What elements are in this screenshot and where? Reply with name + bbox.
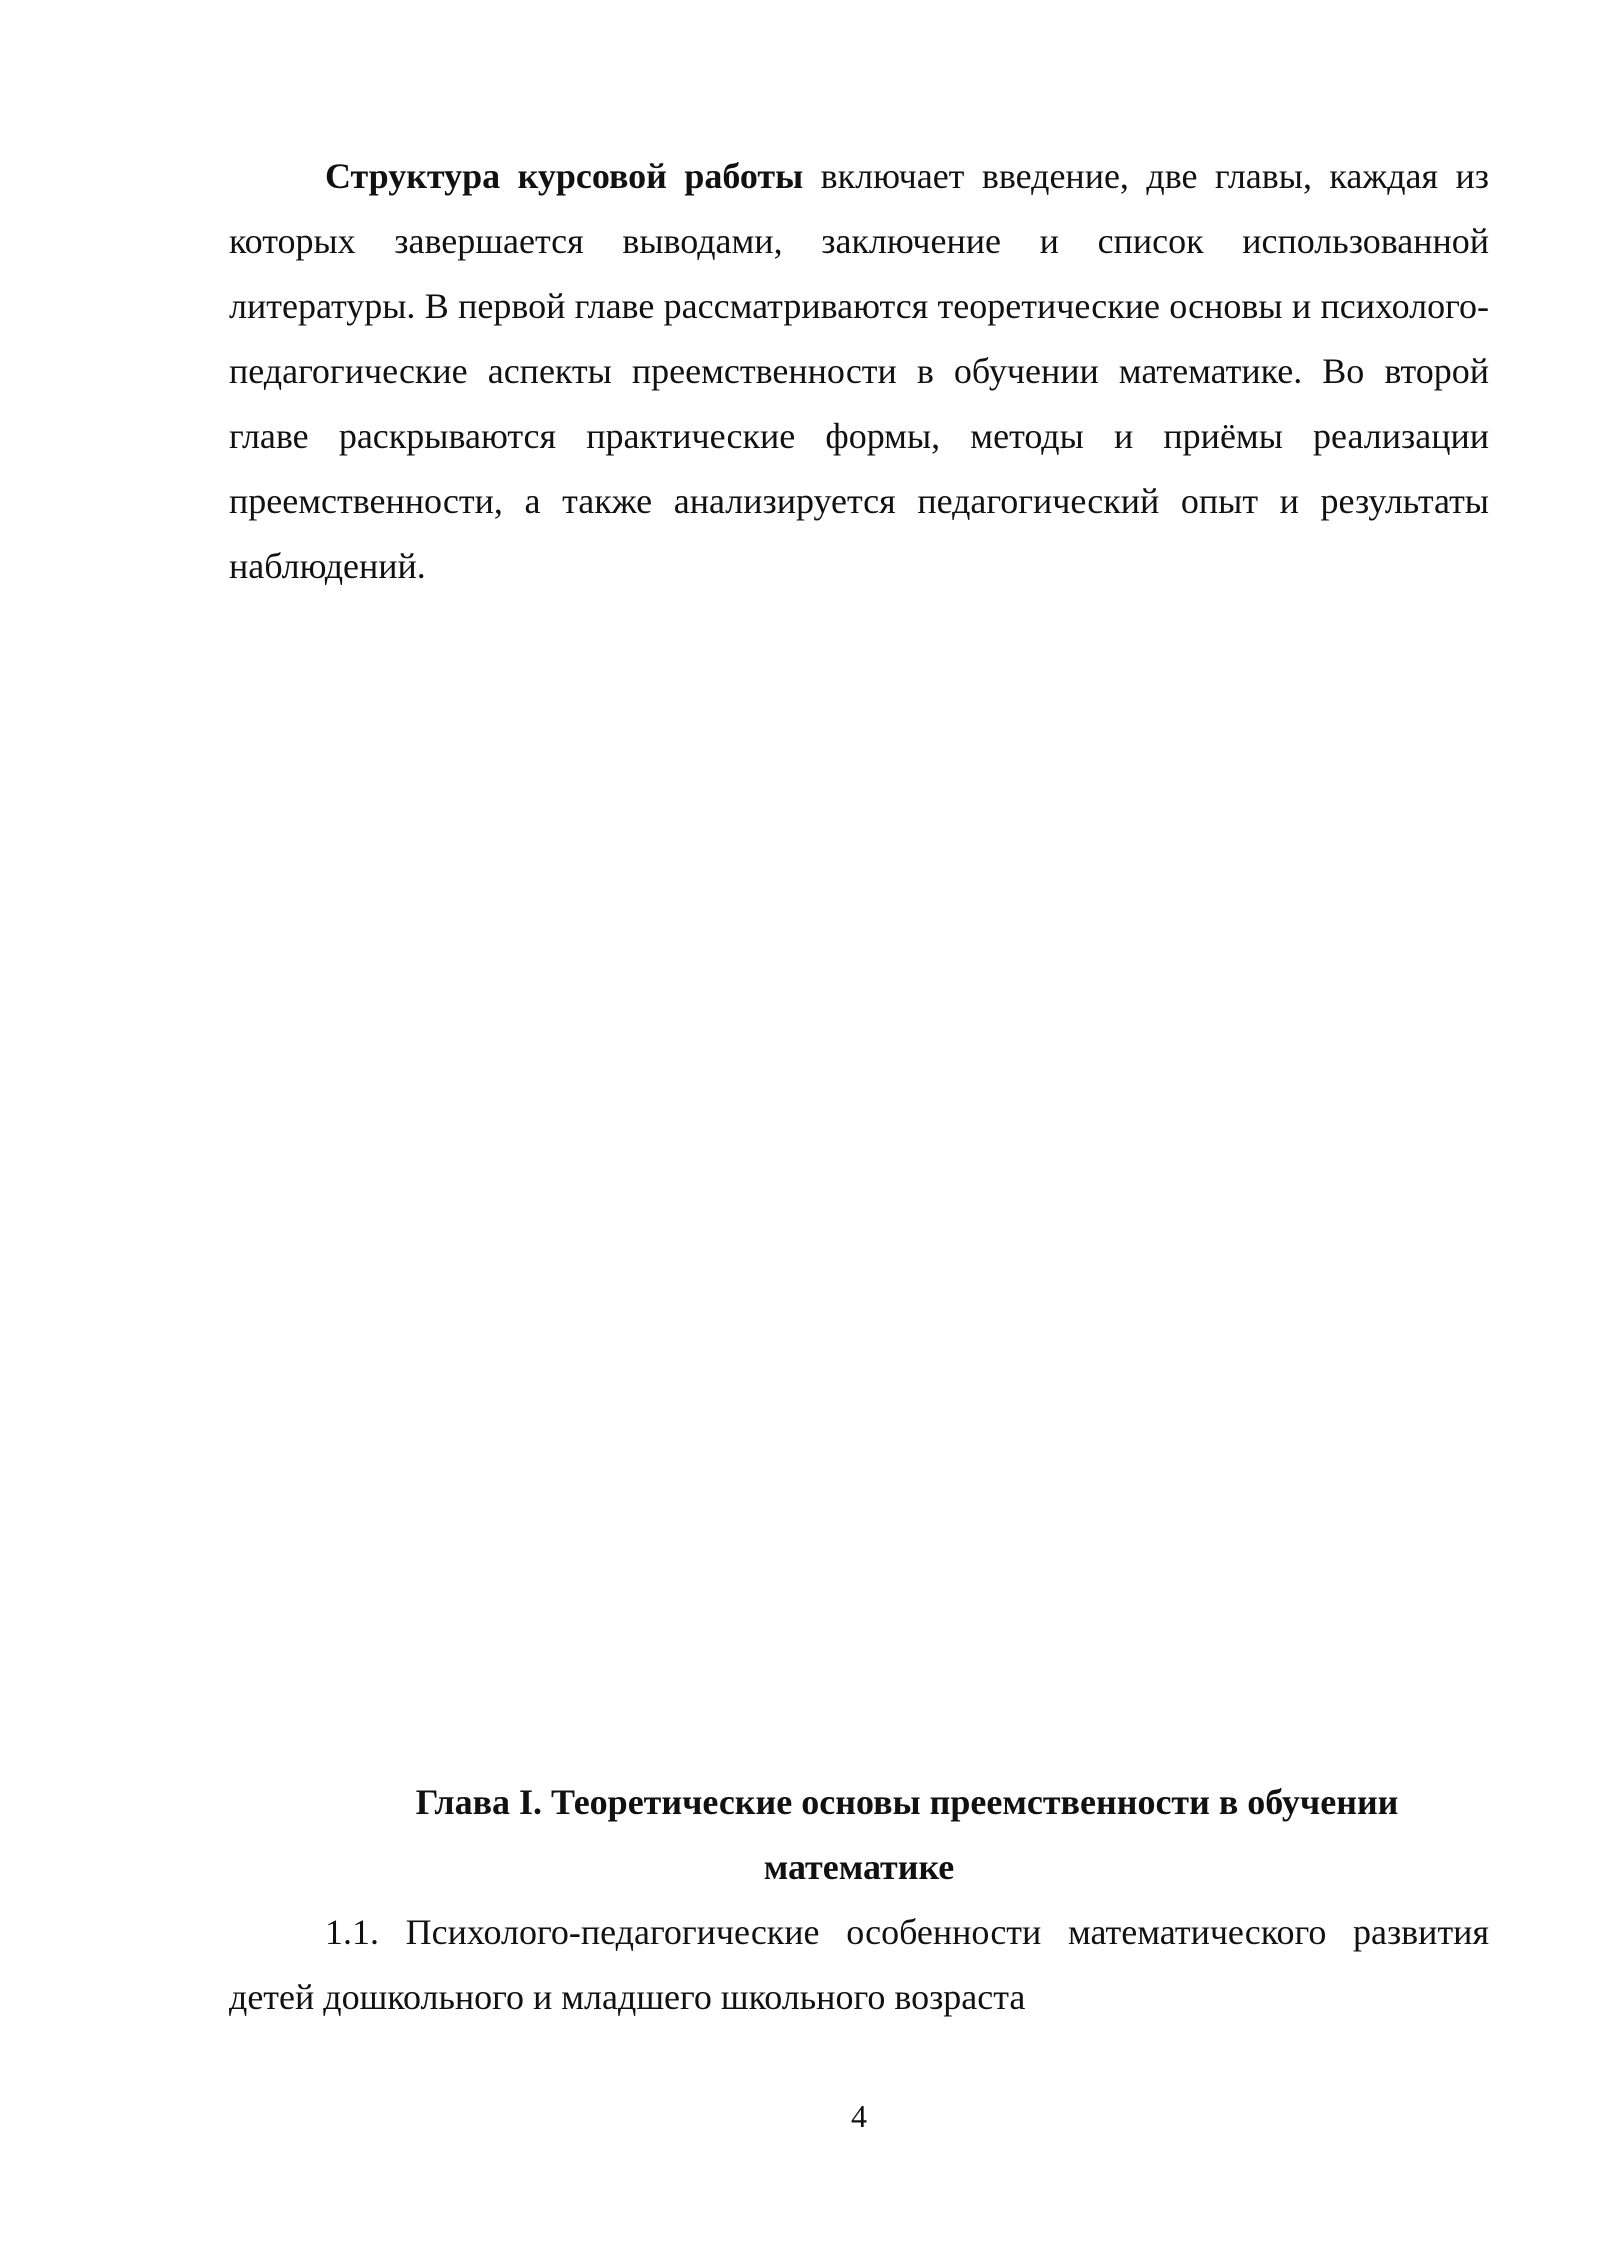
structure-paragraph [229,144,1489,599]
structure-paragraph-text: включает введение, две главы, каждая из которых завершается выводами, заключение и список использованной литературы. В первой главе рассматриваются теоретические основы и психолого-педагогические аспекты преемственности в обучении математике. Во второй главе раскрываются практические формы, методы и приёмы реализации преемственности, а также анализируется педагогический опыт и результаты наблюдений. [229,156,1489,586]
intro-section [229,144,1489,599]
structure-lead-bold: Структура курсовой работы [325,156,804,196]
page-number: 4 [851,2098,867,2134]
chapter-section [229,1770,1489,2030]
chapter-title-line-2: математике [763,1847,955,1887]
chapter-title [229,1770,1489,1900]
chapter-title-line-1: Глава I. Теоретические основы преемственности в обучении [415,1782,1399,1822]
section-1-1-heading: 1.1. Психолого-педагогические особенности математического развития детей дошкольного и младшего школьного возраста [229,1912,1489,2017]
